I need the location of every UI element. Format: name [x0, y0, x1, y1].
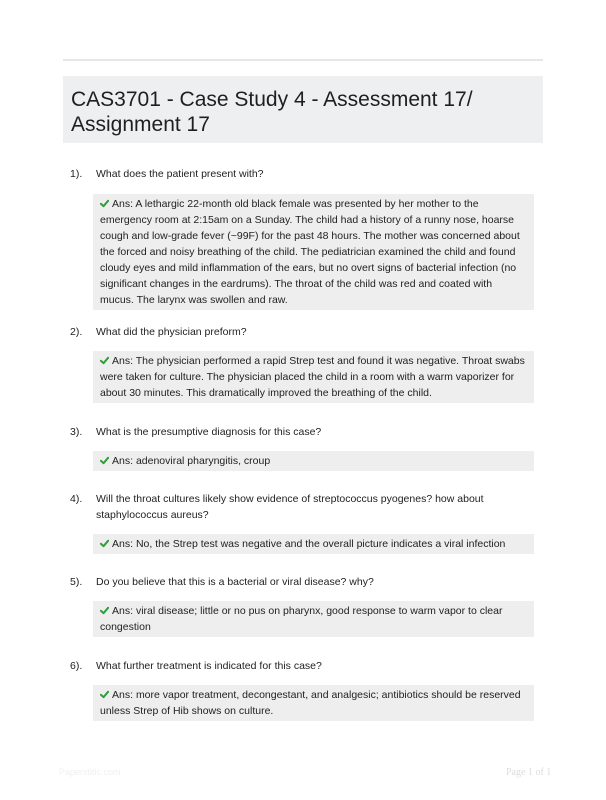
question-number: 2). [70, 326, 83, 338]
question-text: Do you believe that this is a bacterial or viral disease? why? [96, 576, 374, 588]
question-row [70, 574, 540, 590]
question-number: 5). [70, 576, 83, 588]
footer-watermark: Paperstitic.com [59, 767, 121, 777]
answer-prefix: Ans: [112, 455, 134, 467]
question-row [70, 658, 540, 674]
answer-prefix: Ans: [112, 689, 134, 701]
answer-text: No, the Strep test was negative and the overall picture indicates a viral infection [135, 538, 506, 550]
checkmark-icon [100, 456, 109, 465]
question-row [70, 424, 540, 440]
answer-text: adenoviral pharyngitis, croup [135, 455, 271, 467]
answer-box [93, 685, 534, 721]
answer-text: viral disease; little or no pus on pharynx, good response to warm vapor to clear congestion [100, 605, 503, 633]
answer-prefix: Ans: [112, 538, 134, 550]
answer-prefix: Ans: [112, 198, 134, 210]
top-divider [63, 59, 543, 61]
qa-item-2 [70, 324, 540, 403]
qa-item-4 [70, 491, 540, 554]
question-number: 6). [70, 660, 83, 672]
answer-prefix: Ans: [112, 605, 134, 617]
question-row [70, 324, 540, 340]
checkmark-icon [100, 606, 109, 615]
question-row [70, 491, 540, 523]
question-number: 4). [70, 493, 83, 505]
question-text: Will the throat cultures likely show evidence of streptococcus pyogenes? how about staphylococcus aureus? [96, 493, 484, 521]
question-text: What does the patient present with? [96, 168, 264, 180]
answer-box [93, 194, 534, 310]
answer-box [93, 534, 534, 554]
answer-box [93, 351, 534, 403]
title-box [63, 76, 543, 143]
question-number: 1). [70, 168, 83, 180]
question-text: What did the physician preform? [96, 326, 247, 338]
checkmark-icon [100, 690, 109, 699]
qa-item-3 [70, 424, 540, 471]
question-text: What is the presumptive diagnosis for this case? [96, 426, 322, 438]
answer-text: more vapor treatment, decongestant, and analgesic; antibiotics should be reserved unless Strep of Hib shows on culture. [100, 689, 521, 717]
qa-item-1 [70, 166, 540, 310]
answer-box [93, 601, 534, 637]
page-number: Page 1 of 1 [506, 767, 552, 778]
question-row [70, 166, 540, 182]
checkmark-icon [100, 539, 109, 548]
checkmark-icon [100, 199, 109, 208]
checkmark-icon [100, 356, 109, 365]
answer-prefix: Ans: [112, 355, 134, 367]
question-text: What further treatment is indicated for this case? [96, 660, 322, 672]
qa-item-5 [70, 574, 540, 637]
qa-item-6 [70, 658, 540, 721]
page-title: CAS3701 - Case Study 4 - Assessment 17/ Assignment 17 [71, 88, 473, 136]
answer-text: The physician performed a rapid Strep test and found it was negative. Throat swabs were taken for culture. The physician placed the child in a room with a warm vaporizer for about 30 minutes. This dramatically improved the breathing of the child. [100, 355, 525, 399]
answer-text: A lethargic 22-month old black female was presented by her mother to the emergency room at 2:15am on a Sunday. The child had a history of a runny nose, hoarse cough and low-grade fever (~99F) for the past 48 hours. The mother was concerned about the forced and noisy breathing of the child. The pediatrician examined the child and found cloudy eyes and mild inflammation of the ears, but no overt signs of bacterial infection (no significant changes in the eardrums). The throat of the child was red and coated with mucus. The larynx was swollen and raw. [100, 198, 520, 306]
question-number: 3). [70, 426, 83, 438]
answer-box [93, 451, 534, 471]
